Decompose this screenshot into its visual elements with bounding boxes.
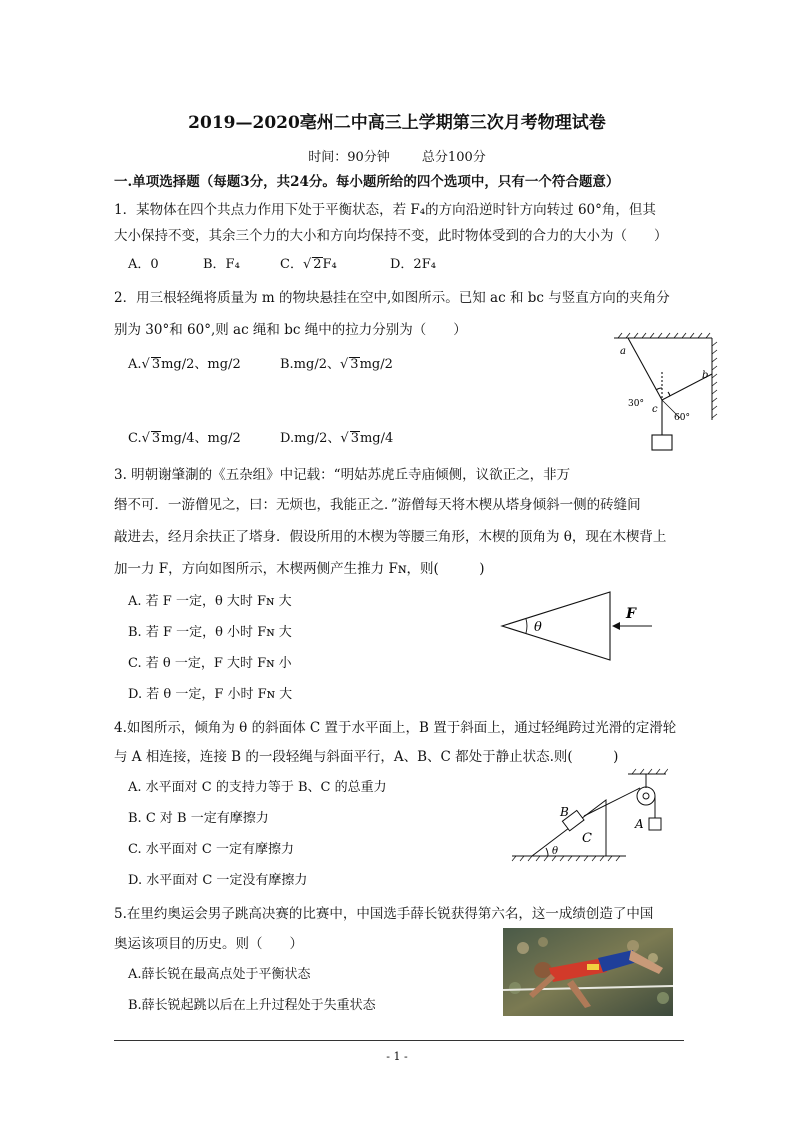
- q3-line1: 3. 明朝谢肇淛的《五杂组》中记载：“明姑苏虎丘寺庙倾侧，议欲正之，非万: [114, 467, 571, 483]
- q4-option-d: D. 水平面对 C 一定没有摩擦力: [128, 873, 308, 888]
- q1-line2: 大小保持不变，其余三个力的大小和方向均保持不变，此时物体受到的合力的大小为（ ）: [114, 228, 668, 244]
- q4-fig-label-c: C: [582, 831, 592, 846]
- q4-incline-figure: [508, 768, 668, 862]
- q3-fig-force: F: [626, 606, 636, 622]
- q1-option-c-suffix: F₄: [322, 257, 337, 272]
- q2-option-d-prefix: D.mg/2、: [280, 431, 341, 446]
- q2-option-b: B.mg/2、√ 3mg/2: [280, 357, 393, 372]
- q3-option-c: C. 若 θ 一定，F 大时 Fɴ 小: [128, 656, 292, 671]
- q4-option-b: B. C 对 B 一定有摩擦力: [128, 811, 269, 826]
- q2-fig-label-b: b: [702, 370, 709, 381]
- q3-line3: 敲进去，经月余扶正了塔身．假设所用的木楔为等腰三角形，木楔的顶角为 θ，现在木楔背上: [114, 529, 667, 545]
- section-heading: 一.单项选择题（每题3分，共24分。每小题所给的四个选项中，只有一个符合题意）: [114, 174, 620, 190]
- q3-option-b: B. 若 F 一定，θ 小时 Fɴ 大: [128, 625, 292, 640]
- score-label: 总分100分: [421, 150, 486, 165]
- q4-option-c: C. 水平面对 C 一定有摩擦力: [128, 842, 294, 857]
- q3-wedge-figure: [498, 588, 658, 666]
- time-label: 时间：90分钟: [308, 150, 390, 165]
- q5-line2: 奥运该项目的历史。则（ ）: [114, 936, 303, 952]
- q2-option-a: A.√ 3mg/2、mg/2: [128, 357, 241, 372]
- q4-option-a: A. 水平面对 C 的支持力等于 B、C 的总重力: [128, 780, 387, 795]
- q4-line2: 与 A 相连接，连接 B 的一段轻绳与斜面平行，A、B、C 都处于静止状态.则( ): [114, 749, 619, 765]
- q2-option-d-radicand: 3: [350, 431, 359, 446]
- q2-fig-label-c: c: [652, 404, 658, 415]
- page-number: - 1 -: [386, 1050, 408, 1063]
- q2-option-b-suffix: mg/2: [359, 357, 393, 372]
- q2-option-c-prefix: C.: [128, 431, 142, 446]
- q2-option-a-prefix: A.: [128, 357, 142, 372]
- q3-line4: 加一力 F，方向如图所示，木楔两侧产生推力 Fɴ，则( ): [114, 561, 485, 577]
- q5-line1: 5.在里约奥运会男子跳高决赛的比赛中，中国选手薛长锐获得第六名，这一成绩创造了中国: [114, 906, 654, 922]
- q2-option-d: D.mg/2、√ 3mg/4: [280, 431, 394, 446]
- q2-option-b-radicand: 3: [350, 357, 359, 372]
- footer-divider: [114, 1040, 684, 1041]
- exam-info: [0, 146, 794, 165]
- q4-fig-theta: θ: [552, 846, 559, 857]
- q2-line2: 别为 30°和 60°,则 ac 绳和 bc 绳中的拉力分别为（ ）: [114, 322, 467, 338]
- q1-option-c-prefix: C．: [280, 257, 303, 272]
- q2-fig-angle-60: 60°: [674, 413, 690, 423]
- q4-fig-label-a: A: [635, 817, 644, 831]
- q4-fig-label-b: B: [560, 805, 569, 819]
- q3-fig-theta: θ: [534, 620, 542, 635]
- q2-line1: 2．用三根轻绳将质量为 m 的物块悬挂在空中,如图所示。已知 ac 和 bc 与竖直方向的夹角分: [114, 290, 670, 306]
- q1-option-b: B．F₄: [203, 257, 240, 272]
- q1-line1: 1．某物体在四个共点力作用下处于平衡状态，若 F₄的方向沿逆时针方向转过 60°角，但其: [114, 202, 656, 218]
- q2-option-b-prefix: B.mg/2、: [280, 357, 340, 372]
- q2-option-c-radicand: 3: [151, 431, 161, 446]
- q2-option-a-suffix: mg/2、mg/2: [161, 357, 241, 372]
- q3-option-d: D. 若 θ 一定，F 小时 Fɴ 大: [128, 687, 293, 702]
- q2-option-c-suffix: mg/4、mg/2: [161, 431, 241, 446]
- q1-option-d: D．2F₄: [390, 257, 436, 272]
- q1-option-a: A．0: [128, 257, 159, 272]
- q2-option-d-suffix: mg/4: [359, 431, 394, 446]
- q2-fig-label-a: a: [620, 346, 626, 357]
- q3-line2: 缗不可．一游僧见之，曰：无烦也，我能正之．”游僧每天将木楔从塔身倾斜一侧的砖缝间: [114, 497, 641, 513]
- q1-option-c: C．√ 2F₄: [280, 257, 337, 272]
- q2-option-c: C.√ 3mg/4、mg/2: [128, 431, 241, 446]
- q5-option-a: A.薛长锐在最高点处于平衡状态: [128, 967, 311, 982]
- q5-option-b: B.薛长锐起跳以后在上升过程处于失重状态: [128, 998, 376, 1013]
- q2-figure: [608, 332, 720, 454]
- q3-option-a: A. 若 F 一定，θ 大时 Fɴ 大: [128, 594, 292, 609]
- q2-fig-angle-30: 30°: [628, 399, 644, 409]
- page-title: 2019—2020亳州二中高三上学期第三次月考物理试卷: [188, 113, 606, 133]
- q2-option-a-radicand: 3: [151, 357, 161, 372]
- high-jump-photo: [503, 928, 673, 1016]
- q4-line1: 4.如图所示，倾角为 θ 的斜面体 C 置于水平面上，B 置于斜面上，通过轻绳跨过光滑的定滑轮: [114, 720, 677, 736]
- q1-option-c-radicand: 2: [313, 257, 322, 272]
